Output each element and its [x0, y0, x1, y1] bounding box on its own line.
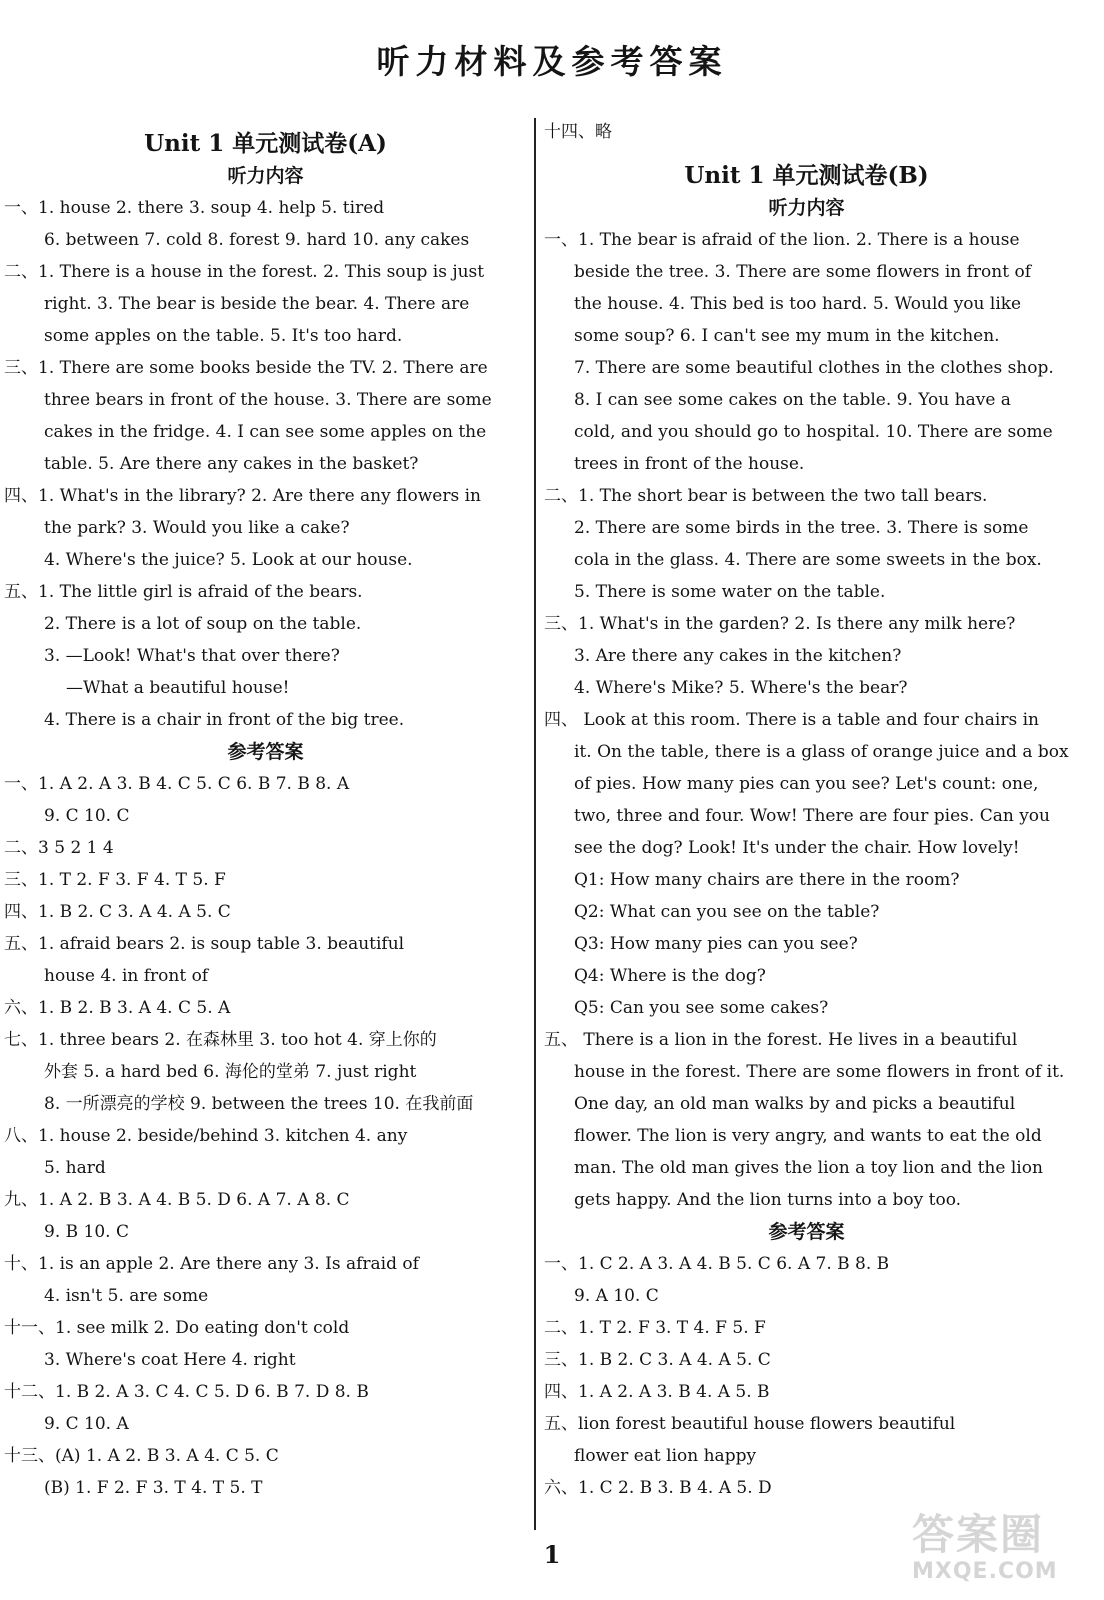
- text-line: some soup? 6. I can't see my mum in the kitchen.: [574, 326, 1000, 346]
- page-title: 听力材料及参考答案: [376, 42, 728, 81]
- answer-line: 五、1. afraid bears 2. is soup table 3. beautiful: [4, 934, 405, 954]
- answer-line: 5. hard: [44, 1158, 106, 1178]
- text-line: 二、1. The short bear is between the two tall bears.: [544, 486, 988, 506]
- text-line: 三、1. There are some books beside the TV. 2. There are: [4, 358, 488, 378]
- answer-line: 十、1. is an apple 2. Are there any 3. Is afraid of: [4, 1254, 419, 1274]
- answer-line: 一、1. A 2. A 3. B 4. C 5. C 6. B 7. B 8. A: [4, 774, 350, 794]
- text-line: 2. There are some birds in the tree. 3. There is some: [574, 518, 1029, 538]
- text-line: see the dog? Look! It's under the chair. How lovely!: [574, 838, 1020, 858]
- text-line: 一、1. The bear is afraid of the lion. 2. There is a house: [544, 230, 1020, 250]
- answer-line: 8. 一所漂亮的学校 9. between the trees 10. 在我前面: [44, 1094, 474, 1114]
- watermark-logo: [912, 1510, 1098, 1594]
- text-line: cakes in the fridge. 4. I can see some apples on the: [44, 422, 487, 442]
- text-line: house in the forest. There are some flowers in front of it.: [574, 1062, 1065, 1082]
- text-line: 4. Where's the juice? 5. Look at our house.: [44, 550, 413, 570]
- column-divider: [534, 118, 536, 1530]
- page-number: 1: [543, 1540, 561, 1569]
- text-line: 二、1. There is a house in the forest. 2. This soup is just: [4, 262, 485, 282]
- text-line: two, three and four. Wow! There are four pies. Can you: [574, 806, 1050, 826]
- text-line: 三、1. What's in the garden? 2. Is there any milk here?: [544, 614, 1016, 634]
- answer-line: 3. Where's coat Here 4. right: [44, 1350, 296, 1370]
- text-line: the house. 4. This bed is too hard. 5. Would you like: [574, 294, 1022, 314]
- listening-title-a: 听力内容: [227, 165, 304, 187]
- text-line: 四、1. What's in the library? 2. Are there any flowers in: [4, 486, 481, 506]
- answer-line: 九、1. A 2. B 3. A 4. B 5. D 6. A 7. A 8. C: [4, 1190, 350, 1210]
- answer-line: 七、1. three bears 2. 在森林里 3. too hot 4. 穿上你的: [4, 1030, 437, 1050]
- text-line: the park? 3. Would you like a cake?: [44, 518, 350, 538]
- text-line: One day, an old man walks by and picks a beautiful: [574, 1094, 1016, 1114]
- answer-line: 二、3 5 2 1 4: [4, 838, 114, 858]
- text-line: 6. between 7. cold 8. forest 9. hard 10. any cakes: [44, 230, 470, 250]
- answer-line: 十一、1. see milk 2. Do eating don't cold: [4, 1318, 350, 1338]
- answers-title-a: 参考答案: [227, 741, 304, 763]
- text-line: 五、 There is a lion in the forest. He lives in a beautiful: [544, 1030, 1018, 1050]
- answer-line: house 4. in front of: [44, 966, 209, 986]
- text-line: 4. Where's Mike? 5. Where's the bear?: [574, 678, 908, 698]
- answer-line: 外套 5. a hard bed 6. 海伦的堂弟 7. just right: [44, 1062, 417, 1082]
- text-line: cola in the glass. 4. There are some sweets in the box.: [574, 550, 1042, 570]
- text-line: 3. —Look! What's that over there?: [44, 646, 340, 666]
- answer-line: 4. isn't 5. are some: [44, 1286, 209, 1306]
- text-line: 一、1. house 2. there 3. soup 4. help 5. tired: [4, 198, 385, 218]
- text-line: —What a beautiful house!: [66, 678, 290, 698]
- answer-line: 六、1. B 2. B 3. A 4. C 5. A: [4, 998, 231, 1018]
- answer-line: 四、1. B 2. C 3. A 4. A 5. C: [4, 902, 231, 922]
- section-title-a: Unit 1 单元测试卷(A): [144, 130, 387, 157]
- text-line: Q5: Can you see some cakes?: [574, 998, 829, 1018]
- text-line: three bears in front of the house. 3. There are some: [44, 390, 492, 410]
- text-line: trees in front of the house.: [574, 454, 805, 474]
- watermark-logo-text: 答案圈: [912, 1510, 1045, 1559]
- text-line: some apples on the table. 5. It's too hard.: [44, 326, 403, 346]
- text-line: 3. Are there any cakes in the kitchen?: [574, 646, 902, 666]
- right-column: [544, 116, 1069, 1504]
- answer-line: 十二、1. B 2. A 3. C 4. C 5. D 6. B 7. D 8. B: [4, 1382, 369, 1402]
- answer-line: 十三、(A) 1. A 2. B 3. A 4. C 5. C: [4, 1446, 279, 1466]
- answer-line: 9. C 10. A: [44, 1414, 129, 1434]
- answer-line: 四、1. A 2. A 3. B 4. A 5. B: [544, 1382, 770, 1402]
- answer-line: 9. A 10. C: [574, 1286, 659, 1306]
- text-line: 十四、略: [544, 122, 612, 142]
- text-line: it. On the table, there is a glass of orange juice and a box: [574, 742, 1069, 762]
- text-line: 四、 Look at this room. There is a table and four chairs in: [544, 710, 1039, 730]
- answer-line: 三、1. T 2. F 3. F 4. T 5. F: [4, 870, 226, 890]
- text-line: 4. There is a chair in front of the big tree.: [44, 710, 405, 730]
- answer-line: 一、1. C 2. A 3. A 4. B 5. C 6. A 7. B 8. B: [544, 1254, 890, 1274]
- text-line: Q2: What can you see on the table?: [574, 902, 880, 922]
- answer-line: 六、1. C 2. B 3. B 4. A 5. D: [544, 1478, 772, 1498]
- text-line: Q4: Where is the dog?: [574, 966, 766, 986]
- text-line: of pies. How many pies can you see? Let's count: one,: [574, 774, 1039, 794]
- listening-title-b: 听力内容: [768, 197, 845, 219]
- text-line: 8. I can see some cakes on the table. 9. You have a: [574, 390, 1011, 410]
- answers-title-b: 参考答案: [768, 1221, 845, 1243]
- answer-line: 八、1. house 2. beside/behind 3. kitchen 4. any: [4, 1126, 408, 1146]
- answer-line: flower eat lion happy: [574, 1446, 757, 1466]
- text-line: flower. The lion is very angry, and wants to eat the old: [574, 1126, 1042, 1146]
- text-line: 7. There are some beautiful clothes in the clothes shop.: [574, 358, 1054, 378]
- section-title-b: Unit 1 单元测试卷(B): [684, 162, 929, 189]
- text-line: right. 3. The bear is beside the bear. 4. There are: [44, 294, 470, 314]
- text-line: 五、1. The little girl is afraid of the bears.: [4, 582, 363, 602]
- watermark-url: MXQE.COM: [912, 1559, 1058, 1584]
- text-line: Q1: How many chairs are there in the room?: [574, 870, 960, 890]
- answer-line: 五、lion forest beautiful house flowers beautiful: [544, 1414, 956, 1434]
- text-line: man. The old man gives the lion a toy lion and the lion: [574, 1158, 1043, 1178]
- left-column: [4, 116, 527, 1504]
- answer-line: 二、1. T 2. F 3. T 4. F 5. F: [544, 1318, 766, 1338]
- text-line: table. 5. Are there any cakes in the basket?: [44, 454, 419, 474]
- answer-line: 9. B 10. C: [44, 1222, 129, 1242]
- text-line: gets happy. And the lion turns into a boy too.: [574, 1190, 962, 1210]
- answer-line: 9. C 10. C: [44, 806, 130, 826]
- answer-line: (B) 1. F 2. F 3. T 4. T 5. T: [44, 1478, 263, 1498]
- text-line: Q3: How many pies can you see?: [574, 934, 858, 954]
- answer-line: 三、1. B 2. C 3. A 4. A 5. C: [544, 1350, 771, 1370]
- text-line: 2. There is a lot of soup on the table.: [44, 614, 362, 634]
- text-line: cold, and you should go to hospital. 10. There are some: [574, 422, 1053, 442]
- text-line: 5. There is some water on the table.: [574, 582, 886, 602]
- text-line: beside the tree. 3. There are some flowers in front of: [574, 262, 1032, 282]
